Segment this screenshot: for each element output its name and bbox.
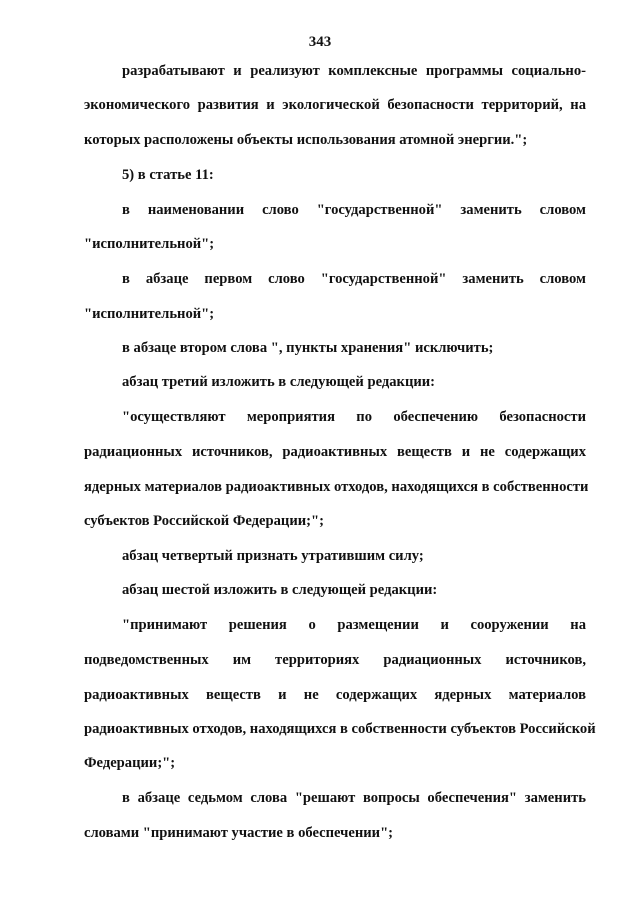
- text-line-10: абзац третий изложить в следующей редакции:: [122, 374, 436, 390]
- text-line-22: в абзаце седьмом слова "решают вопросы обеспечения" заменить: [122, 790, 586, 806]
- text-line-19: радиоактивных веществ и не содержащих ядерных материалов: [84, 687, 586, 703]
- text-line-18: подведомственных им территориях радиационных источников,: [84, 652, 586, 668]
- text-line-5: в наименовании слово "государственной" заменить словом: [122, 202, 586, 218]
- text-line-21: Федерации;";: [84, 755, 176, 771]
- page-number: 343: [308, 34, 332, 50]
- text-line-7: в абзаце первом слово "государственной" заменить словом: [122, 271, 586, 287]
- text-line-11: "осуществляют мероприятия по обеспечению безопасности: [122, 409, 586, 425]
- text-line-23: словами "принимают участие в обеспечении";: [84, 825, 394, 841]
- text-line-14: субъектов Российской Федерации;";: [84, 513, 324, 529]
- text-line-3: которых расположены объекты использования атомной энергии.";: [84, 132, 528, 148]
- text-line-1: разрабатывают и реализуют комплексные программы социально-: [122, 63, 586, 79]
- text-line-16: абзац шестой изложить в следующей редакции:: [122, 582, 438, 598]
- text-line-15: абзац четвертый признать утратившим силу;: [122, 548, 424, 564]
- text-line-2: экономического развития и экологической безопасности территорий, на: [84, 97, 586, 113]
- text-line-20: радиоактивных отходов, находящихся в собственности субъектов Российской: [84, 721, 596, 737]
- text-line-4: 5) в статье 11:: [122, 167, 214, 183]
- text-line-6: "исполнительной";: [84, 236, 215, 252]
- text-line-9: в абзаце втором слова ", пункты хранения" исключить;: [122, 340, 494, 356]
- text-line-12: радиационных источников, радиоактивных веществ и не содержащих: [84, 444, 586, 460]
- text-line-13: ядерных материалов радиоактивных отходов, находящихся в собственности: [84, 479, 589, 495]
- text-line-17: "принимают решения о размещении и сооружении на: [122, 617, 586, 633]
- text-line-8: "исполнительной";: [84, 306, 215, 322]
